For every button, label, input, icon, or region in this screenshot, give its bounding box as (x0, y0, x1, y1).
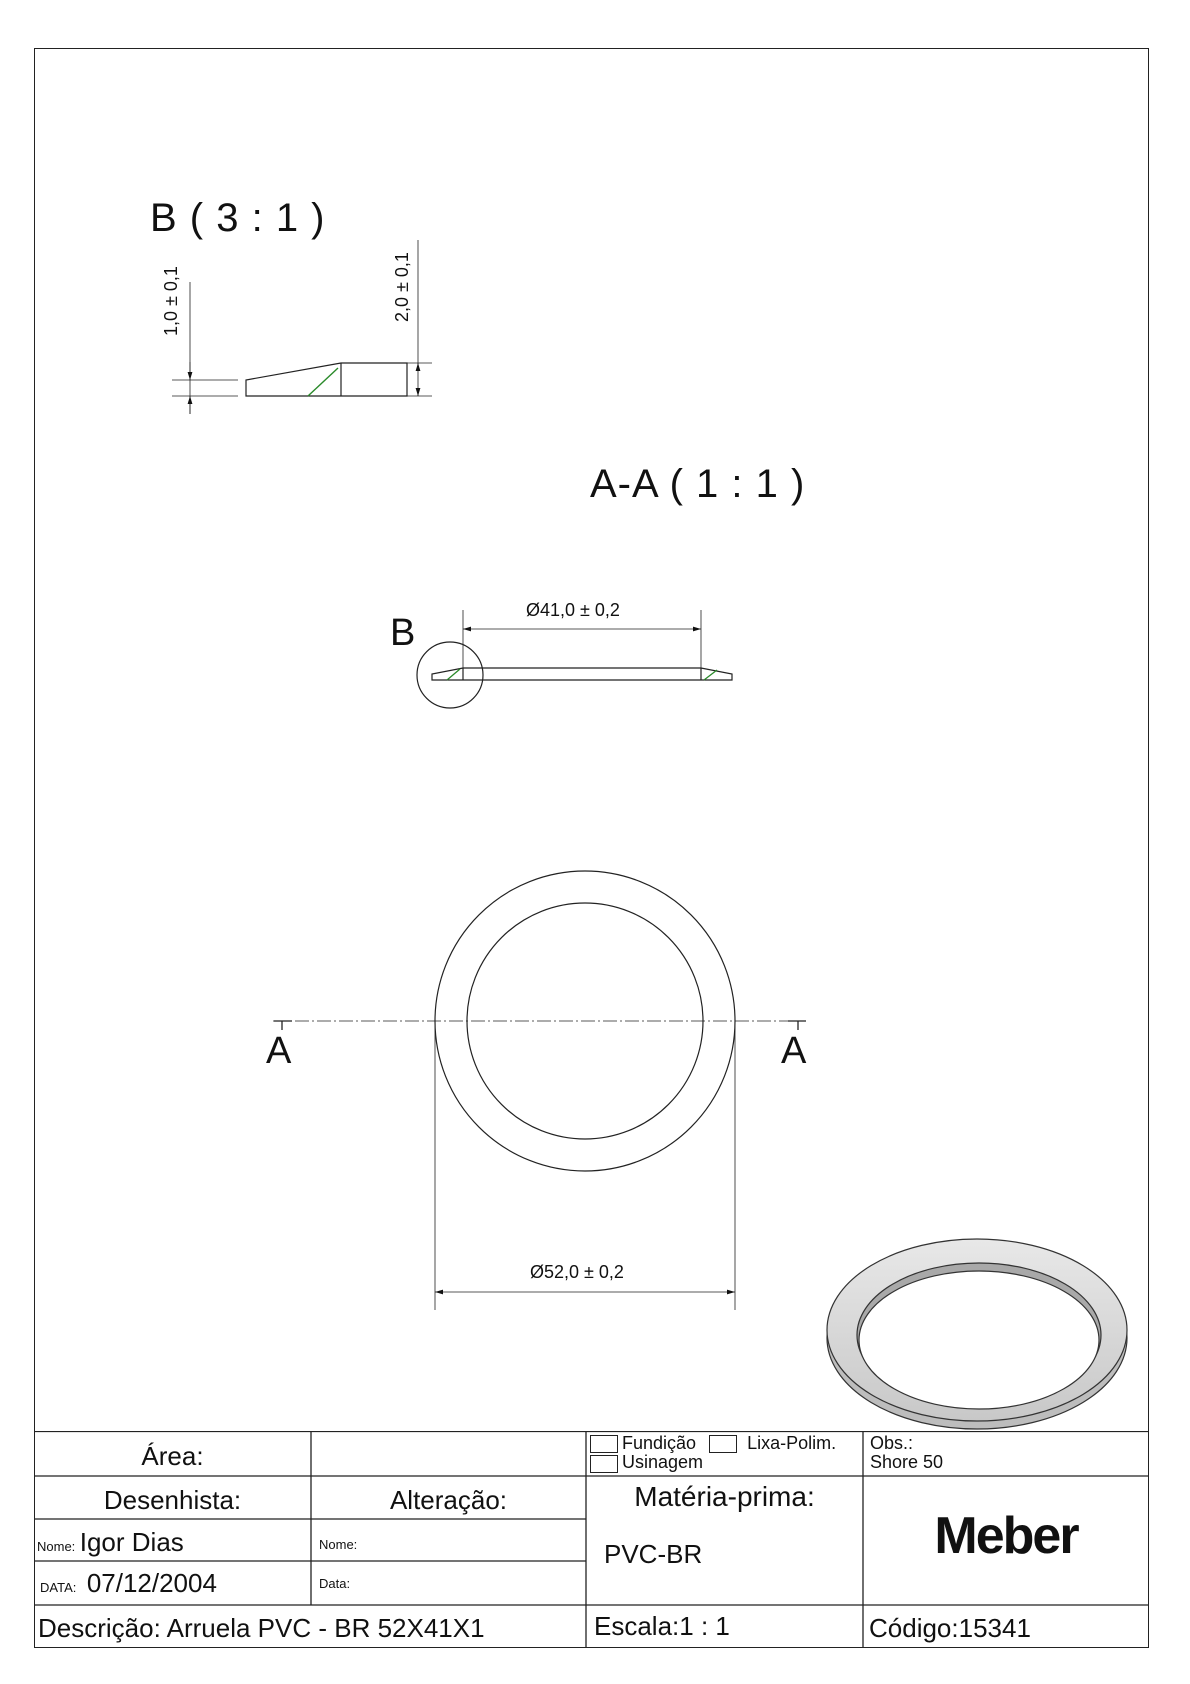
front-view (273, 871, 806, 1310)
raw-material-value: PVC-BR (604, 1539, 703, 1569)
dim-outer-diameter: Ø52,0 ± 0,2 (530, 1262, 624, 1282)
scale-row (594, 1611, 730, 1642)
code-row (869, 1613, 1031, 1644)
description-row (38, 1613, 485, 1644)
lixa-polim-label: Lixa-Polim. (747, 1433, 837, 1453)
dim-thickness-max: 2,0 ± 0,1 (392, 252, 412, 322)
section-label-left: A (266, 1030, 292, 1072)
usinagem-label: Usinagem (622, 1452, 704, 1473)
scale-value: 1 : 1 (679, 1611, 730, 1641)
revision-name-label: Nome: (319, 1537, 358, 1552)
usinagem-checkbox[interactable] (590, 1455, 618, 1473)
detail-b-section-hatch (308, 368, 338, 396)
company-logo: Meber (934, 1507, 1078, 1565)
obs-value: Shore 50 (870, 1452, 944, 1472)
detail-b-callout-circle (417, 642, 483, 708)
date-label: DATA: (40, 1580, 77, 1595)
lixa-polim-checkbox[interactable] (709, 1435, 737, 1453)
process-options (590, 1434, 836, 1473)
area-label: Área: (141, 1441, 204, 1471)
drafter-label: Desenhista: (103, 1485, 242, 1515)
drafter-name: Igor Dias (79, 1527, 184, 1557)
drafter-name-row (37, 1527, 184, 1558)
title-block (34, 1431, 1149, 1648)
name-label: Nome: (37, 1539, 76, 1554)
scale-label: Escala: (594, 1611, 680, 1641)
obs-block (870, 1434, 943, 1472)
raw-material-label: Matéria-prima: (634, 1481, 815, 1512)
obs-label: Obs.: (870, 1433, 914, 1453)
fundicao-label: Fundição (622, 1433, 697, 1453)
drafter-date: 07/12/2004 (86, 1568, 217, 1598)
detail-view-title: B ( 3 : 1 ) (150, 196, 326, 240)
section-aa-profile (432, 668, 732, 680)
section-view-title: A-A ( 1 : 1 ) (590, 462, 806, 506)
section-view-aa (417, 610, 732, 708)
revision-label: Alteração: (389, 1485, 508, 1515)
isometric-washer-view (827, 1239, 1127, 1429)
code-value: 15341 (958, 1613, 1031, 1643)
drafter-date-row (40, 1568, 217, 1599)
detail-marker-label: B (390, 612, 416, 654)
dim-thickness-min: 1,0 ± 0,1 (161, 266, 181, 336)
description-value: Arruela PVC - BR 52X41X1 (166, 1613, 485, 1643)
code-label: Código: (869, 1613, 959, 1643)
revision-date-label: Data: (319, 1576, 351, 1591)
description-label: Descrição: (38, 1613, 161, 1643)
dim-inner-diameter: Ø41,0 ± 0,2 (526, 600, 620, 620)
section-label-right: A (781, 1030, 807, 1072)
fundicao-checkbox[interactable] (590, 1435, 618, 1453)
